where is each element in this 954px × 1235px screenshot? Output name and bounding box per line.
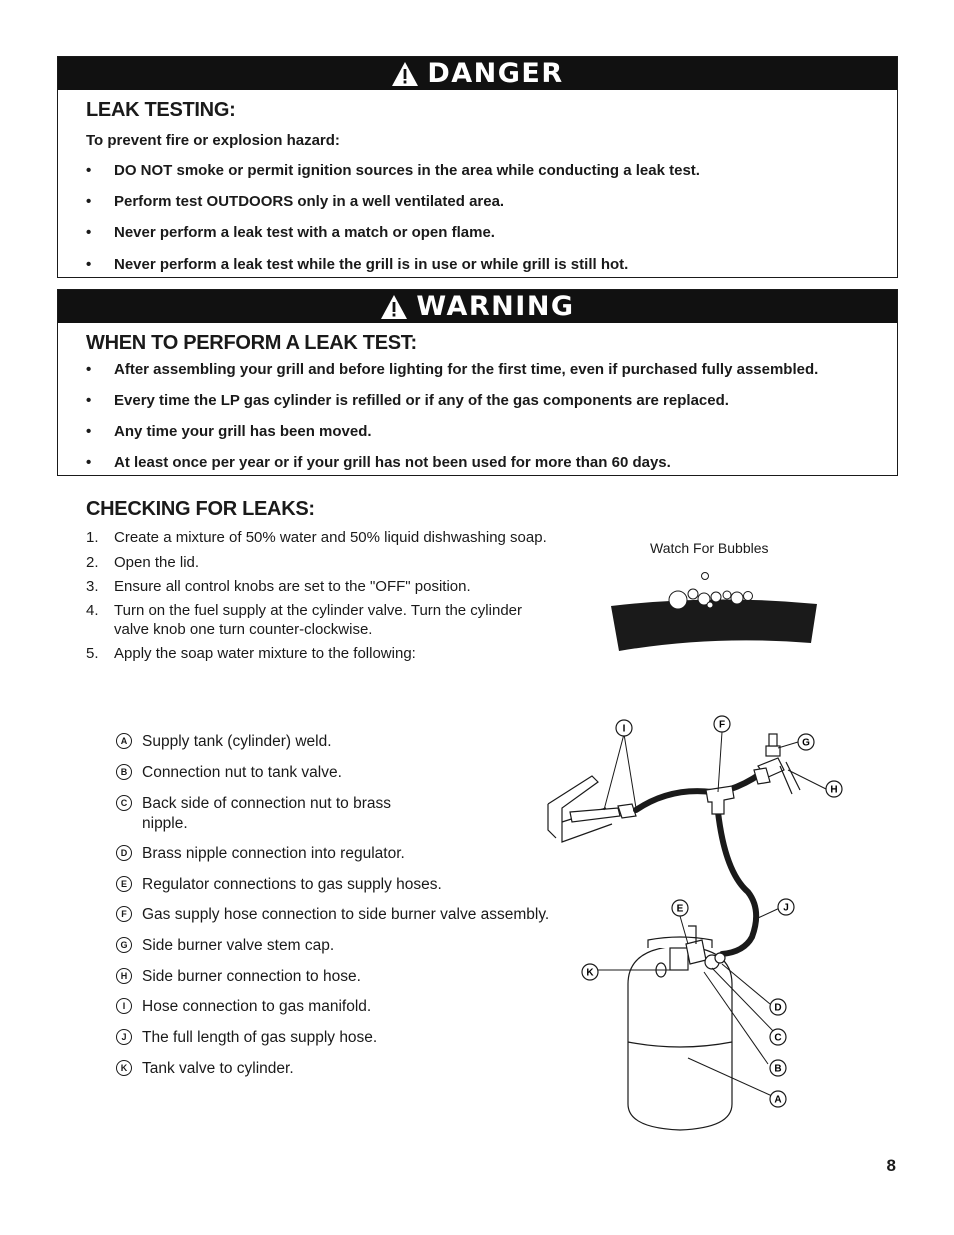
- letter-badge: D: [116, 845, 132, 861]
- gas-system-diagram: [540, 712, 860, 1132]
- callout-f: F: [718, 719, 726, 731]
- warning-triangle-icon: [380, 294, 408, 320]
- letter-badge: J: [116, 1029, 132, 1045]
- page-number: 8: [886, 1156, 896, 1175]
- callout-i: I: [622, 723, 626, 735]
- letter-badge: B: [116, 764, 132, 780]
- leak-testing-title: LEAK TESTING:: [86, 99, 236, 121]
- bubbles-illustration: [605, 565, 821, 655]
- callout-d: D: [774, 1002, 782, 1014]
- danger-header-text: DANGER: [427, 58, 564, 89]
- letter-badge: K: [116, 1060, 132, 1076]
- letter-badge: F: [116, 906, 132, 922]
- when-to-test-title: WHEN TO PERFORM A LEAK TEST:: [86, 332, 417, 354]
- warning-box: WARNING WHEN TO PERFORM A LEAK TEST: • After assembling your grill and before lighting for the first time, even if purchased fully assembled. • Every time the LP gas cylinder is refilled or if any of the gas components are replaced. • Any time your grill has been moved. • At least once per year or if your grill has not been used for more than 60 days.: [57, 289, 898, 476]
- callout-k: K: [586, 967, 594, 979]
- checking-leaks-title: CHECKING FOR LEAKS:: [86, 498, 315, 520]
- callout-a: A: [774, 1094, 782, 1106]
- letter-badge: C: [116, 795, 132, 811]
- bubbles-label: Watch For Bubbles: [650, 540, 769, 556]
- letter-badge: G: [116, 937, 132, 953]
- callout-b: B: [774, 1063, 782, 1075]
- letter-badge: I: [116, 998, 132, 1014]
- callout-e: E: [676, 903, 684, 915]
- letter-badge: E: [116, 876, 132, 892]
- letter-badge: H: [116, 968, 132, 984]
- warning-header-text: WARNING: [416, 291, 575, 322]
- callout-c: C: [774, 1032, 782, 1044]
- callout-h: H: [830, 784, 838, 796]
- letter-badge: A: [116, 733, 132, 749]
- callout-j: J: [783, 902, 789, 914]
- warning-header: [58, 290, 897, 323]
- danger-box: DANGER LEAK TESTING: To prevent fire or explosion hazard: • DO NOT smoke or permit ignition sources in the area while conducting a leak test. • Perform test OUTDOORS only in a well ventilated area. • Never perform a leak test with a match or open flame. • Never perform a leak test while the grill is in use or while grill is still hot.: [57, 56, 898, 278]
- danger-intro: To prevent fire or explosion hazard:: [86, 132, 340, 149]
- warning-triangle-icon: [391, 61, 419, 87]
- callout-g: G: [802, 737, 810, 749]
- danger-header: [58, 57, 897, 90]
